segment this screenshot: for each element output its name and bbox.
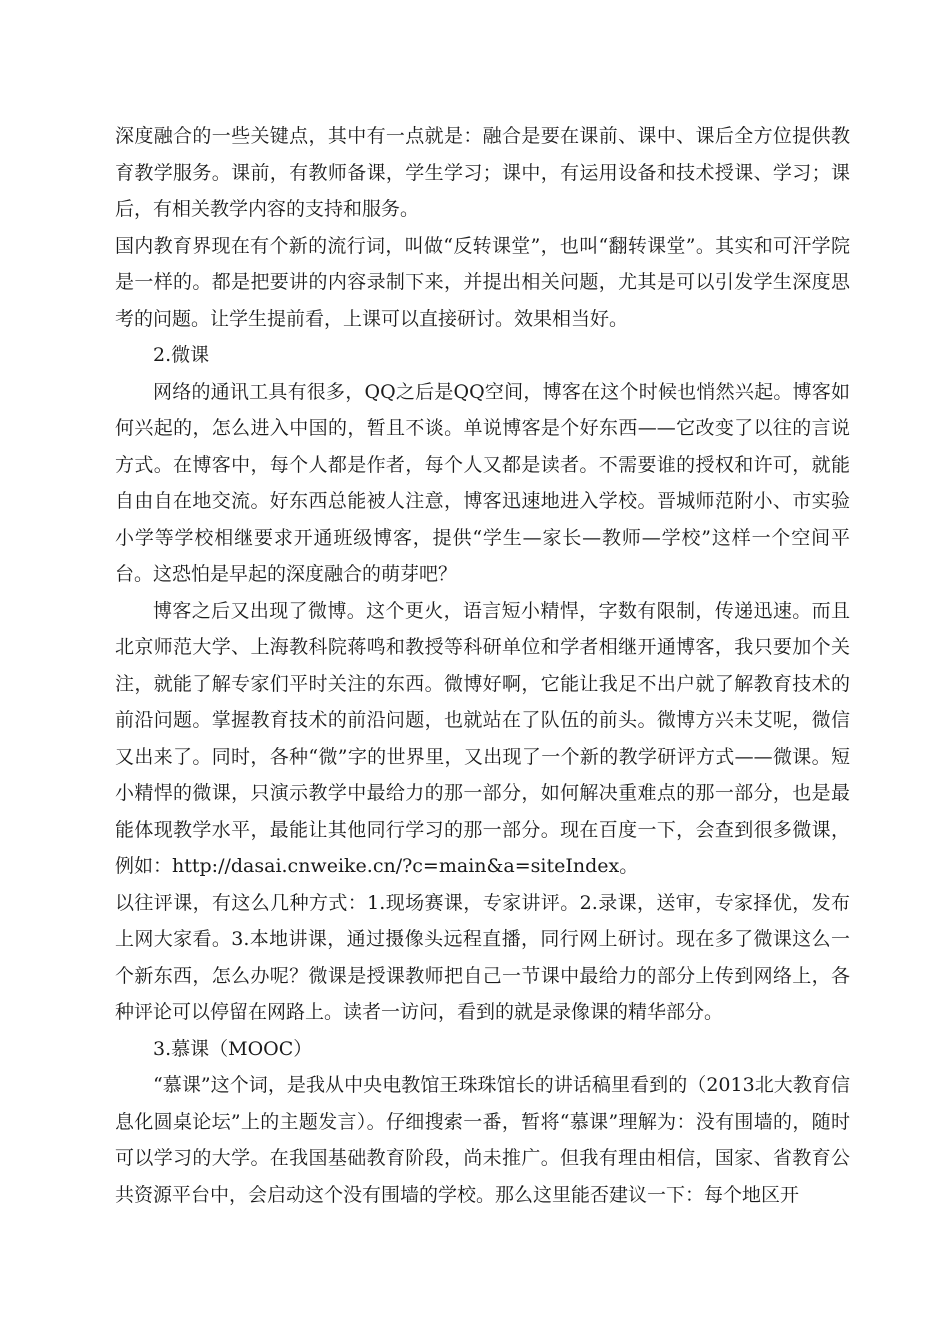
document-body (115, 118, 850, 1213)
paragraph-blog: 网络的通讯工具有很多，QQ之后是QQ空间，博客在这个时候也悄然兴起。博客如何兴起的，怎么进入中国的，暂且不谈。单说博客是个好东西——它改变了以往的言说方式。在博客中，每个人都是作者，每个人又都是读者。不需要谁的授权和许可，就能自由自在地交流。好东西总能被人注意，博客迅速地进入学校。晋城师范附小、市实验小学等学校相继要求开通班级博客，提供“学生—家长—教师—学校”这样一个空间平台。这恐怕是早起的深度融合的萌芽吧？ (115, 380, 850, 585)
paragraph-course-evaluation: 以往评课，有这么几种方式：1.现场赛课，专家讲评。2.录课，送审，专家择优，发布上网大家看。3.本地讲课，通过摄像头远程直播，同行网上研讨。现在多了微课这么一个新东西，怎么办呢？微课是授课教师把自己一节课中最给力的部分上传到网络上，各种评论可以停留在网路上。读者一访问，看到的就是录像课的精华部分。 (115, 891, 850, 1023)
paragraph-mooc: “慕课”这个词，是我从中央电教馆王珠珠馆长的讲话稿里看到的（2013北大教育信息化圆桌论坛”上的主题发言）。仔细搜索一番，暂将“慕课”理解为：没有围墙的，随时可以学习的大学。在我国基础教育阶段，尚未推广。但我有理由相信，国家、省教育公共资源平台中，会启动这个没有围墙的学校。那么这里能否建议一下：每个地区开 (115, 1074, 850, 1206)
section-heading-micro-course: 2.微课 (153, 344, 210, 366)
paragraph-integration-keypoints: 深度融合的一些关键点，其中有一点就是：融合是要在课前、课中、课后全方位提供教育教学服务。课前，有教师备课，学生学习；课中，有运用设备和技术授课、学习；课后，有相关教学内容的支持和服务。 (115, 125, 850, 220)
paragraph-weibo: 博客之后又出现了微博。这个更火，语言短小精悍，字数有限制，传递迅速。而且北京师范大学、上海教科院蒋鸣和教授等科研单位和学者相继开通博客，我只要加个关注，就能了解专家们平时关注的东西。微博好啊，它能让我足不出户就了解教育技术的前沿问题。掌握教育技术的前沿问题，也就站在了队伍的前头。微博方兴未艾呢，微信又出来了。同时，各种“微”字的世界里，又出现了一个新的教学研评方式——微课。短小精悍的微课，只演示教学中最给力的那一部分，如何解决重难点的那一部分，也是最能体现教学水平，最能让其他同行学习的那一部分。现在百度一下，会查到很多微课，例如：http://dasai.cnweike.cn/?c=main&a=siteIndex。 (115, 599, 850, 877)
section-heading-mooc: 3.慕课（MOOC） (153, 1037, 313, 1060)
paragraph-flipped-classroom: 国内教育界现在有个新的流行词，叫做“反转课堂”，也叫“翻转课堂”。其实和可汗学院是一样的。都是把要讲的内容录制下来，并提出相关问题，尤其是可以引发学生深度思考的问题。让学生提前看，上课可以直接研讨。效果相当好。 (115, 234, 850, 330)
